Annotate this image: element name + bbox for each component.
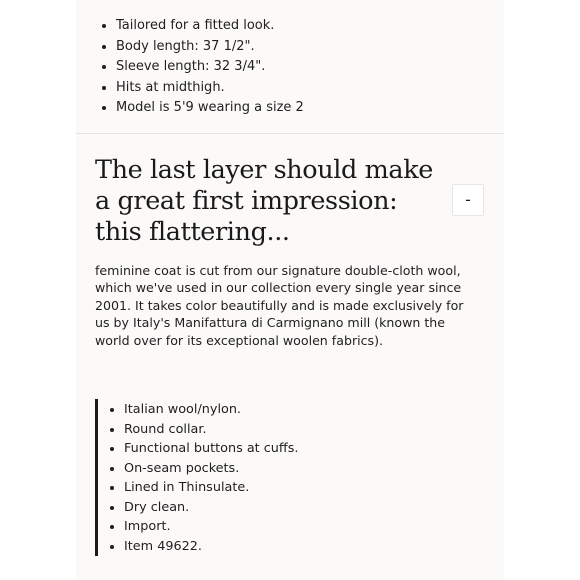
list-item: • Sleeve length: 32 3/4". <box>116 57 304 78</box>
collapse-toggle-button[interactable]: - <box>452 184 484 216</box>
product-description: feminine coat is cut from our signature double-cloth wool, which we've used in our collection every single year since 2001. It takes color beautifully and is made exclusively for us by Italy's Manifattura di Carmignano mill (known the world over for its exceptional woolen fabrics). <box>95 263 464 348</box>
details-block <box>95 399 298 556</box>
list-item: • Import. <box>124 517 298 537</box>
list-item: • Tailored for a fitted look. <box>116 16 304 37</box>
list-item: • Functional buttons at cuffs. <box>124 439 298 459</box>
list-item: • On-seam pockets. <box>124 459 298 479</box>
list-item: • Hits at midthigh. <box>116 78 304 99</box>
list-item: • Body length: 37 1/2". <box>116 37 304 58</box>
section-divider <box>76 133 504 134</box>
fit-features-list <box>99 16 304 119</box>
list-item: • Round collar. <box>124 420 298 440</box>
list-item: • Lined in Thinsulate. <box>124 478 298 498</box>
details-list <box>98 399 298 556</box>
list-item: • Item 49622. <box>124 537 298 557</box>
list-item: • Italian wool/nylon. <box>124 400 298 420</box>
list-item: • Model is 5'9 wearing a size 2 <box>116 98 304 119</box>
section-headline[interactable]: The last layer should make a great first impression: this flattering... <box>95 155 433 247</box>
list-item: • Dry clean. <box>124 498 298 518</box>
